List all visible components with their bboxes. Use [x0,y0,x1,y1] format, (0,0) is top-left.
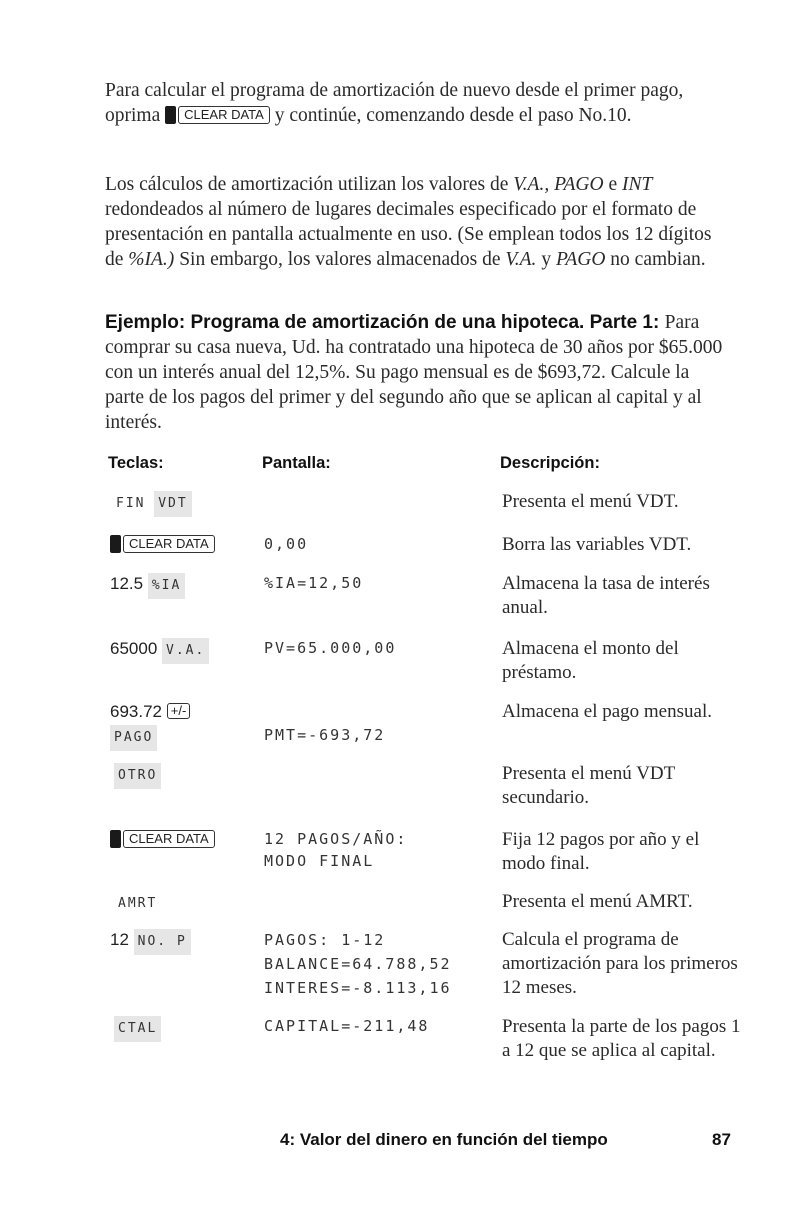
shift-key-icon [110,830,121,848]
row-number: 693.72 [110,702,162,721]
menu-key-nop: NO. P [134,929,191,955]
shift-key-icon [165,106,176,124]
shift-key-icon [110,535,121,553]
row-display: %IA=12,50 [264,574,364,592]
clear-data-key: CLEAR DATA [123,830,215,848]
row-keys [110,700,190,751]
display-line: MODO FINAL [264,852,375,870]
row-description: Presenta el menú VDT secundario. [502,763,675,808]
row-number: 65000 [110,639,158,658]
col-header-display: Pantalla: [262,454,331,472]
row-description: Borra las variables VDT. [502,534,692,555]
row-number: 12.5 [110,574,144,593]
display-line: 12 PAGOS/AÑO: [264,830,408,848]
display-line: PAGOS: 1-12 [264,931,386,949]
row-keys [114,762,161,789]
row-keys [114,890,161,917]
paragraph-rounding: Los cálculos de amortización utilizan los valores de V.A., PAGO e INT redondeados al número de lugares decimales especificado por el formato de presentación en pantalla actualmente en uso. (Se emplean todos los 12 dígitos de %IA.) Sin embargo, los valores almacenados de V.A. y PAGO no cambian. [105,174,712,270]
col-header-keys: Teclas: [108,454,164,472]
row-description: Fija 12 pagos por año y el modo final. [502,829,700,874]
paragraph-recalc: Para calcular el programa de amortización de nuevo desde el primer pago, oprima CLEAR DATA y continúe, comenzando desde el paso No.10. [105,80,684,126]
change-sign-key: +/- [167,703,191,719]
row-display [264,928,452,1000]
row-display [264,828,407,872]
example-title: Ejemplo: Programa de amortización de una hipoteca. Parte 1: [105,312,660,333]
row-description: Almacena el monto del préstamo. [502,638,679,683]
chapter-footer: 4: Valor del dinero en función del tiempo [280,1130,608,1149]
menu-key-fin: FIN [116,496,146,511]
row-keys [110,572,185,599]
row-display: PV=65.000,00 [264,639,397,657]
menu-key-otro: OTRO [114,763,161,789]
row-display: CAPITAL=-211,48 [264,1017,430,1035]
clear-data-key: CLEAR DATA [178,106,270,124]
display-line: INTERES=-8.113,16 [264,979,452,997]
row-number: 12 [110,930,129,949]
row-description: Almacena la tasa de interés anual. [502,573,710,618]
row-keys [114,1015,161,1042]
row-description: Presenta el menú VDT. [502,491,679,512]
row-keys [110,533,215,557]
menu-key-pago: PAGO [110,725,157,751]
row-description: Almacena el pago mensual. [502,701,712,722]
page-number: 87 [712,1130,731,1149]
menu-key-vdt: VDT [154,491,191,517]
row-display: 0,00 [264,535,309,553]
example-block [105,310,730,435]
row-description: Calcula el programa de amortización para los primeros 12 meses. [502,929,738,998]
row-display: PMT=-693,72 [264,726,386,744]
example-text: Para comprar su casa nueva, Ud. ha contratado una hipoteca de 30 años por $65.000 con un interés anual del 12,5%. Su pago mensual es de $693,72. Calcule la parte de los pagos del primer y del segundo año que se aplican al capital y al interés. [105,312,723,433]
menu-key-ctal: CTAL [114,1016,161,1042]
menu-key-amrt: AMRT [118,896,158,911]
row-description: Presenta el menú AMRT. [502,891,693,912]
clear-data-key: CLEAR DATA [123,535,215,553]
menu-key-ia: %IA [148,573,185,599]
row-keys [110,828,215,852]
menu-key-va: V.A. [162,638,209,664]
row-keys [110,928,191,955]
col-header-description: Descripción: [500,454,600,472]
row-description: Presenta la parte de los pagos 1 a 12 que se aplica al capital. [502,1016,741,1061]
display-line: BALANCE=64.788,52 [264,955,452,973]
row-keys [110,637,209,664]
row-keys [112,490,192,517]
